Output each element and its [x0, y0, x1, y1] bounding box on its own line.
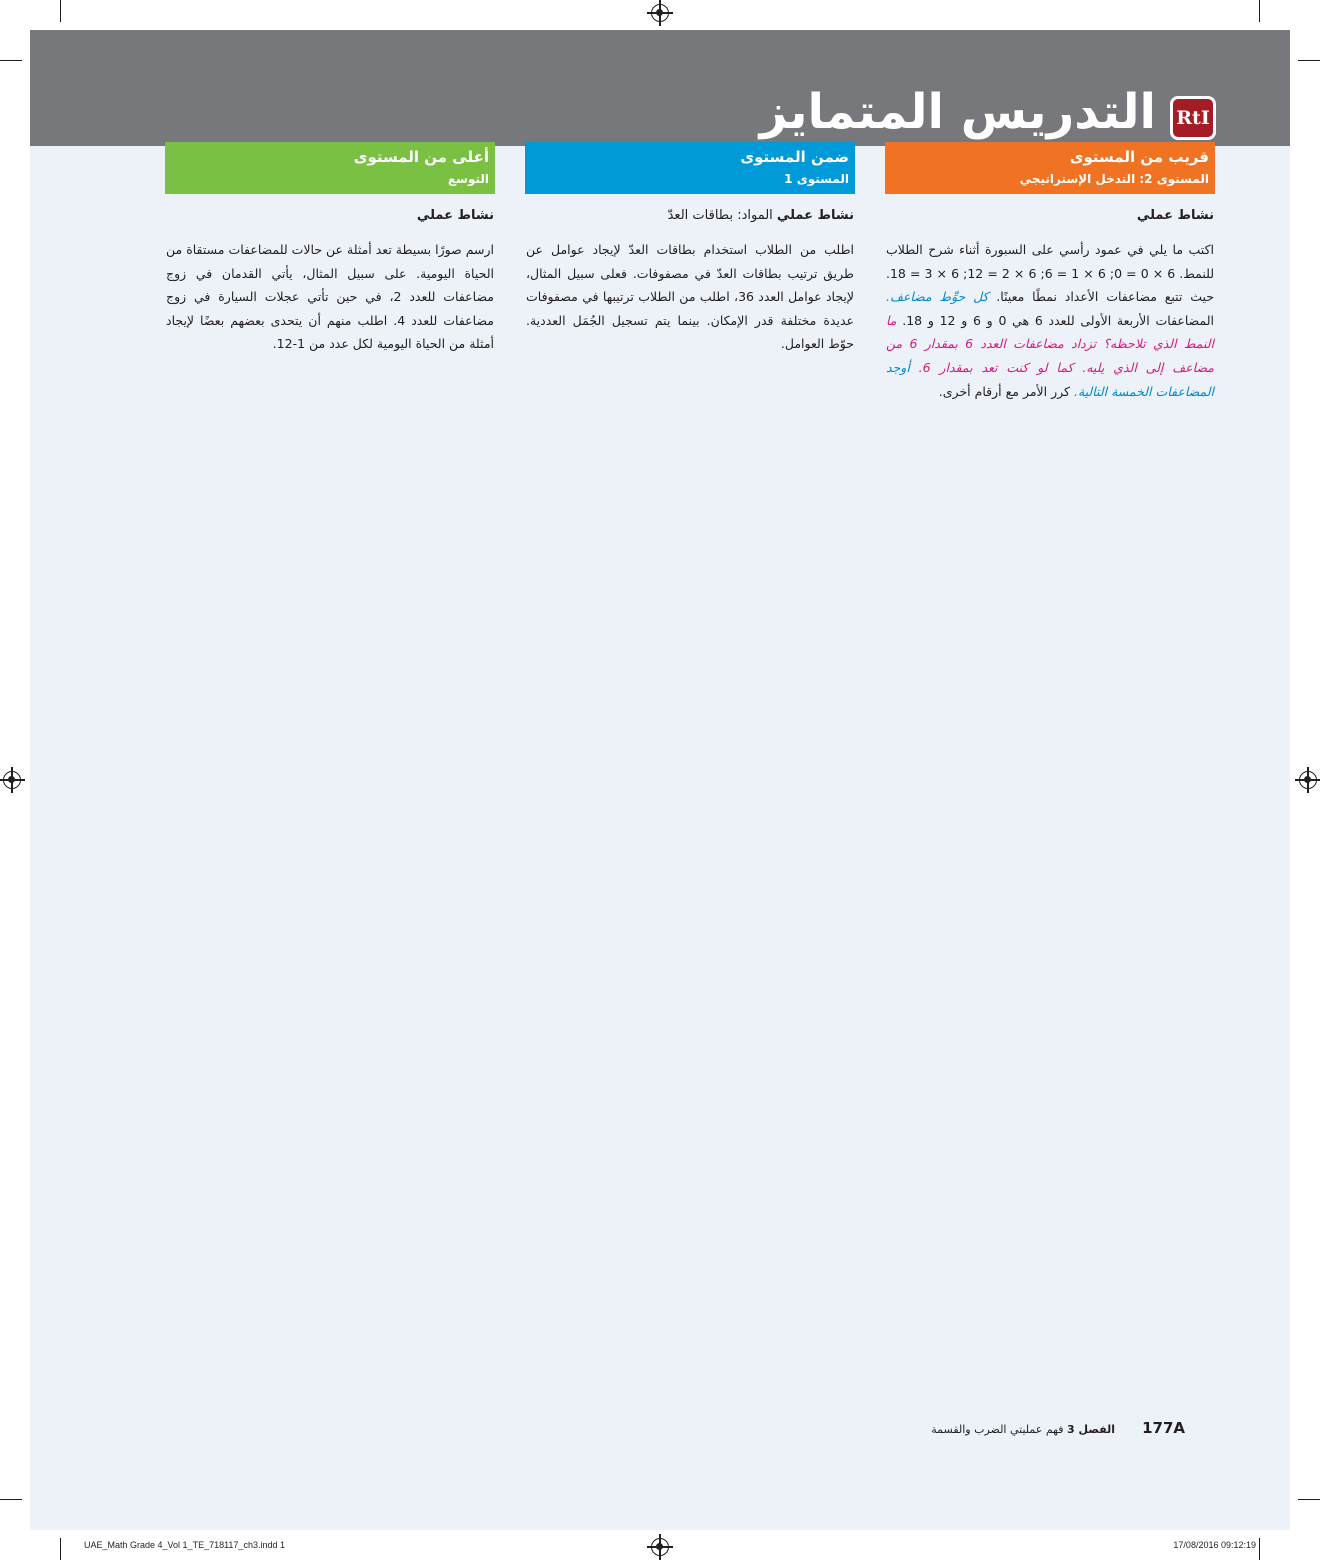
text-segment: تزداد مضاعفات العدد 6 بمقدار 6 من مضاعف إلى الذي يليه. كما لو كنت تعد بمقدار 6. — [886, 336, 1214, 375]
activity-heading: نشاط عملي المواد: بطاقات العدّ — [667, 208, 854, 223]
page-footer — [920, 1418, 1185, 1442]
column-subtitle: المستوى 1 — [784, 172, 849, 186]
activity-text — [526, 238, 854, 356]
text-segment: اطلب من الطلاب استخدام بطاقات العدّ لإيجاد عوامل عن طريق ترتيب بطاقات العدّ في مصفوفات. فعلى سبيل المثال، لإيجاد عوامل العدد 36، اطلب من الطلاب ترتيبها في مصفوفات عديدة مختلفة قدر الإمكان. بينما يتم تسجيل الجُمَل العددية. حوّط العوامل. — [526, 242, 854, 352]
registration-mark-icon — [651, 1538, 669, 1556]
registration-mark-icon — [651, 4, 669, 22]
text-segment: حيث تتبع مضاعفات الأعداد نمطًا معينًا. — [988, 289, 1214, 305]
print-slug-timestamp: 17/08/2016 09:12:19 — [1173, 1540, 1256, 1550]
column-header — [165, 142, 495, 194]
crop-mark — [1298, 60, 1320, 61]
column-subtitle: التوسع — [447, 172, 489, 186]
column-on-level — [525, 142, 855, 356]
text-segment: ما النمط الذي تلاحظه؟ — [886, 312, 1215, 352]
crop-mark — [0, 60, 22, 61]
column-title: ضمن المستوى — [740, 148, 849, 166]
column-approaching-level — [885, 142, 1215, 403]
text-segment: كرر الأمر مع أرقام أخرى. — [938, 383, 1071, 399]
column-title: أعلى من المستوى — [353, 148, 489, 166]
text-segment: 6 × 0 = 0; 6 × 1 = 6; 6 × 2 = 12; 6 × 3 = 18. — [886, 265, 1176, 281]
column-header — [885, 142, 1215, 194]
crop-mark — [1259, 1538, 1260, 1560]
text-segment: اكتب ما يلي في عمود رأسي على السبورة أثناء شرح الطلاب للنمط. — [886, 242, 1215, 281]
text-segment: أوجد المضاعفات الخمسة التالية. — [886, 359, 1214, 399]
crop-mark — [60, 1538, 61, 1560]
chapter-label: الفصل 3 فهم عمليتي الضرب والقسمة — [931, 1423, 1115, 1436]
text-segment: ارسم صورًا بسيطة تعد أمثلة عن حالات للمضاعفات مستقاة من الحياة اليومية. على سبيل المثال، يأتي القدمان في زوج مضاعفات للعدد 2، في حين تأتي عجلات السيارة في زوج مضاعفات للعدد 4. اطلب منهم أن يتحدى بعضهم بعضًا لإيجاد أمثلة من الحياة اليومية لكل عدد من 1-12. — [166, 242, 494, 352]
column-title: قريب من المستوى — [1069, 148, 1209, 166]
crop-mark — [1298, 1499, 1320, 1500]
crop-mark — [60, 0, 61, 22]
title-banner — [30, 30, 1290, 146]
rti-badge: RtI — [1170, 96, 1216, 140]
registration-mark-icon — [3, 771, 21, 789]
text-segment: كل حوِّط مضاعف. — [886, 289, 989, 305]
column-subtitle: المستوى 2: التدخل الإستراتيجي — [1019, 172, 1209, 186]
print-slug-file: UAE_Math Grade 4_Vol 1_TE_718117_ch3.indd 1 — [84, 1540, 285, 1550]
registration-mark-icon — [1299, 771, 1317, 789]
page-title: التدريس المتمايز — [759, 84, 1156, 140]
text-segment: المضاعفات الأربعة الأولى للعدد 6 هي 0 و 6 و 12 و 18. — [896, 312, 1215, 328]
activity-heading: نشاط عملي — [416, 208, 494, 223]
page-number: 177A — [1142, 1419, 1185, 1437]
activity-text — [886, 238, 1214, 403]
crop-mark — [1259, 0, 1260, 22]
column-header — [525, 142, 855, 194]
activity-text — [166, 238, 494, 356]
crop-mark — [0, 1499, 22, 1500]
column-beyond-level — [165, 142, 495, 356]
activity-heading: نشاط عملي — [1136, 208, 1214, 223]
